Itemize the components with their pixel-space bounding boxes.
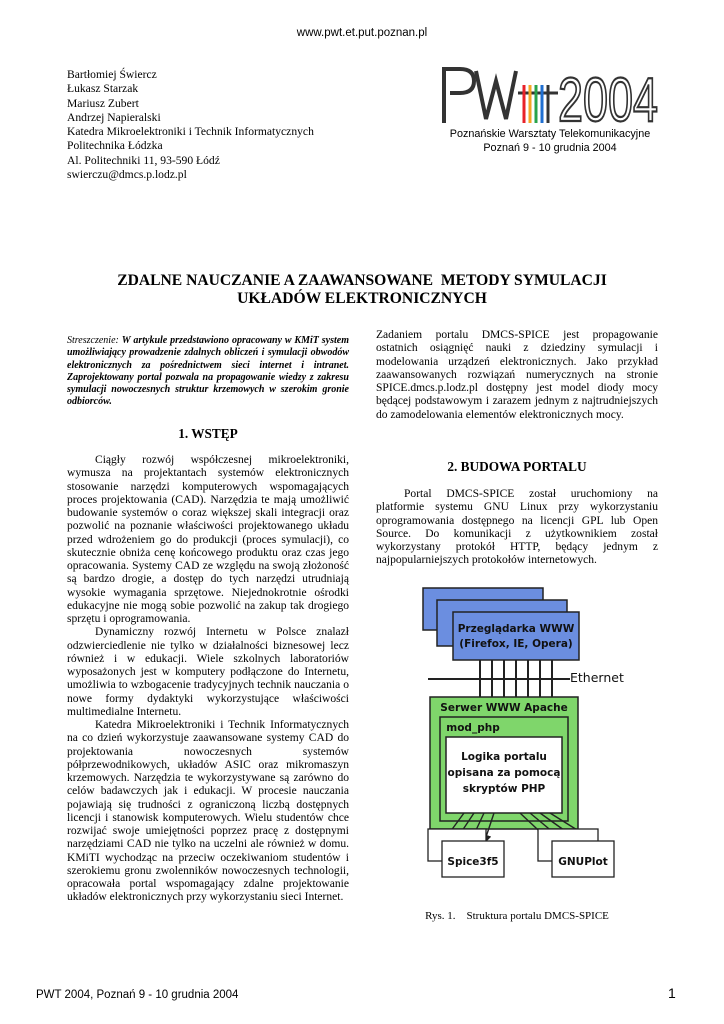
author-name: Mariusz Zubert [67, 96, 139, 110]
paragraph: Katedra Mikroelektroniki i Technik Informatycznych na co dzień wykorzystuje zaawansowane systemy CAD do projektowania nowoczesnych systemów półprzewodnikowych, układów ASIC oraz mikromaszyn krzemowych. Narzędzia te wykorzystywane są zarówno do celów badawczych jak i edukacji. W procesie nauczania pojawiają się trudności z ograniczoną liczbą dostępnych licencji i stanowisk komputerowych. Wielu studentów chce rozwijać swoje umiejętności poprzez pracę z dostępnymi narzędziami CAD nie tylko na uczelni ale również w domu. KMiTI wychodząc na przeciw oczekiwaniom studentów i szerokiemu gronu zwolenników nowoczesnych technologii, opracowała portal wspomagający zdalne projektowanie układów elektronicznych przy wykorzystaniu sieci Internet. [67, 719, 349, 904]
author-name: Łukasz Starzak [67, 82, 139, 96]
ethernet-label: Ethernet [570, 670, 624, 685]
affiliation-address: Al. Politechniki 11, 93-590 Łódź [67, 153, 220, 167]
author-name: Andrzej Napieralski [67, 110, 161, 124]
logic-label: Logika portalu [461, 751, 547, 763]
logo-year: 2004 [558, 66, 658, 135]
author-name: Bartłomiej Świercz [67, 68, 157, 81]
server-label: Serwer WWW Apache [440, 702, 568, 714]
paragraph: Dynamiczny rozwój Internetu w Polsce znalazł odzwierciedlenie nie tylko w działalności biznesowej lecz również i w edukacji. Wiele szkolnych laboratoriów wyposażonych jest w komputery podłączone do Internetu, umożliwia to wzbogacenie tradycyjnych technik nauczania o nowe formy dydaktyki wykorzystujące właściwości multimedialne Internetu. [67, 626, 349, 718]
gnuplot-label: GNUPlot [558, 856, 608, 868]
paragraph: Zadaniem portalu DMCS-SPICE jest propagowanie ostatnich osiągnięć nauki z dziedziny symulacji i modelowania urządzeń elektronicznych. Jako przykład zaawansowanych rozwiązań numerycznych na stronie SPICE.dmcs.p.lodz.pl dostępny jest model diody mocy będącej podstawowym i zarazem jednym z najtrudniejszych do zamodelowania elementów elektronicznych mocy. [376, 329, 658, 421]
section-portal-body [376, 488, 658, 568]
section-intro-body [67, 454, 349, 905]
abstract [67, 335, 349, 409]
author-email: swierczu@dmcs.p.lodz.pl [67, 168, 187, 182]
abstract-label: Streszczenie: [67, 335, 122, 346]
abstract-text: W artykule przedstawiono opracowany w KMiT system umożliwiający prowadzenie zdalnych obliczeń i symulacji obwodów elektronicznych za pośrednictwem sieci internet i intranet. Zaprojektowany portal pozwala na propagowanie wiedzy z zakresu symulacji nowoczesnych struktur krzemowych w szerokim gronie odbiorców. [67, 335, 349, 408]
footer-conference: PWT 2004, Poznań 9 - 10 grudnia 2004 [36, 989, 239, 1001]
conference-info [420, 128, 680, 155]
paragraph: Ciągły rozwój współczesnej mikroelektroniki, wymusza na projektantach systemów elektronicznych stosowanie narzędzi komputerowych wspomagających proces projektowania (CAD). Narzędzia te mają umożliwić budowanie systemów o coraz większej skali integracji oraz pozwolić na poznanie właściwości projektowanego układu przed wdrożeniem go do produkcji (proces symulacji), co skutecznie obniża cenę końcowego produktu oraz czas jego opracowania. Systemy CAD ze względu na swoją złożoność są bardzo drogie, a dostęp do tych narzędzi utrudniają wysokie wymagania sprzętowe. Niejednokrotnie ośrodki edukacyjne nie mogą sobie pozwolić na zakup tak drogiego sprzętu i oprogramowania. [67, 454, 349, 625]
affiliation-university: Politechnika Łódzka [67, 139, 163, 153]
paragraph: Portal DMCS-SPICE został uruchomiony na platformie systemu GNU Linux przy wykorzystaniu oprogramowania dostępnego na licencji GPL lub Open Source. Do komunikacji z użytkownikiem został wykorzystany protokół HTTP, będący jednym z najpopularniejszych protokołów internetowych. [376, 488, 658, 567]
logic-label: skryptów PHP [462, 783, 546, 795]
title-line: UKŁADÓW ELEKTRONICZNYCH [237, 290, 487, 307]
conference-date: Poznań 9 - 10 grudnia 2004 [483, 141, 617, 154]
portal-structure-diagram [420, 585, 630, 885]
affiliation-department: Katedra Mikroelektroniki i Technik Informatycznych [67, 125, 314, 139]
author-block [67, 68, 314, 182]
browser-label: Przeglądarka WWW [457, 623, 575, 635]
paper-title [60, 272, 664, 308]
figure-caption: Rys. 1. Struktura portalu DMCS-SPICE [425, 910, 609, 922]
module-label: mod_php [446, 722, 500, 734]
browser-box-front [453, 612, 579, 660]
section-heading-portal: 2. BUDOWA PORTALU [447, 459, 587, 474]
conference-name: Poznańskie Warsztaty Telekomunikacyjne [449, 128, 651, 140]
portal-purpose-paragraph [376, 329, 658, 422]
browser-list: (Firefox, IE, Opera) [459, 638, 573, 650]
header-url: www.pwt.et.put.poznan.pl [296, 27, 428, 39]
logic-label: opisana za pomocą [447, 767, 561, 779]
spice-label: Spice3f5 [447, 856, 499, 868]
page-number: 1 [668, 985, 676, 1001]
title-line: ZDALNE NAUCZANIE A ZAAWANSOWANE METODY SYMULACJI [117, 272, 607, 289]
section-heading-intro: 1. WSTĘP [178, 426, 238, 441]
